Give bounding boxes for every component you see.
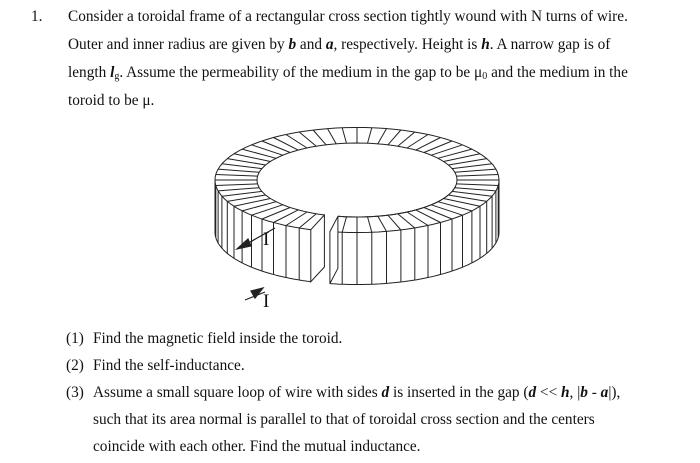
subquestion-2-text: Find the self-inductance. xyxy=(93,357,245,374)
current-label-outer: I xyxy=(263,291,270,312)
toroid-drawing xyxy=(215,128,499,285)
subquestion-1-number: (1) xyxy=(66,330,84,347)
problem-statement-line: length $l_g$. Assume the permeability of the medium in the gap to be $\mu_0$ and the medium in the xyxy=(68,64,628,82)
toroid-figure xyxy=(205,118,515,313)
problem-statement-line: toroid to be μ. xyxy=(68,92,155,109)
problem-number: 1. xyxy=(31,8,43,25)
current-label-inner: I xyxy=(263,229,270,250)
subquestion-3-text: coincide with each other. Find the mutual inductance. xyxy=(93,438,421,455)
subquestion-3-text: Assume a small square loop of wire with sides d is inserted in the gap (d << h, |b - a|), xyxy=(93,384,621,401)
subquestion-3-text: such that its area normal is parallel to that of toroidal cross section and the centers xyxy=(93,411,595,428)
problem-statement-line: Outer and inner radius are given by b and a, respectively. Height is h. A narrow gap is of xyxy=(68,36,611,53)
subquestion-1-text: Find the magnetic field inside the toroid. xyxy=(93,330,343,347)
subquestion-2-number: (2) xyxy=(66,357,84,374)
subquestion-3-number: (3) xyxy=(66,384,84,401)
current-arrow-outer xyxy=(245,288,265,300)
problem-statement-line: Consider a toroidal frame of a rectangular cross section tightly wound with N turns of wire. xyxy=(68,8,628,25)
